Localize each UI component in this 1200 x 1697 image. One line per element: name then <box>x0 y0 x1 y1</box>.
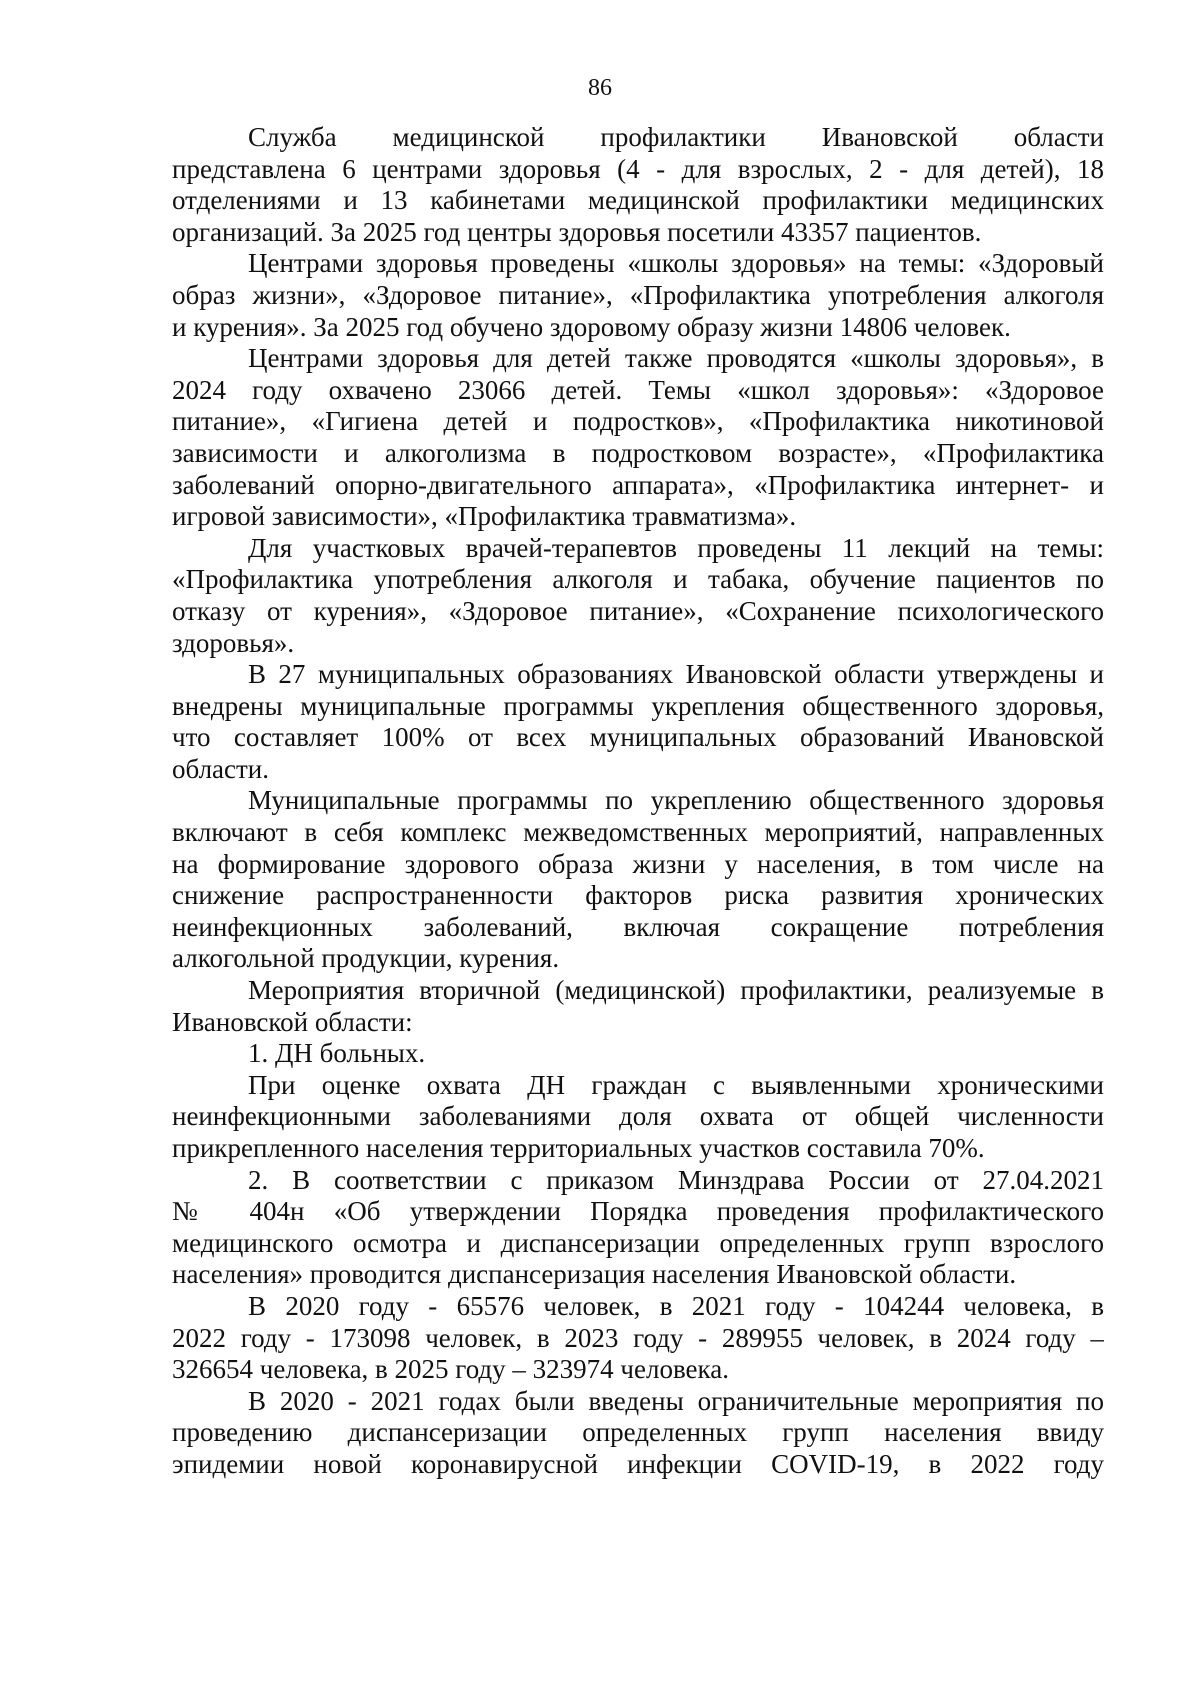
text-line: заболеваний опорно-двигательного аппарата», «Профилактика интернет- и <box>172 469 1104 500</box>
text-line: В 27 муниципальных образованиях Ивановской области утверждены и <box>248 659 1104 690</box>
text-line: 1. ДН больных. <box>248 1038 426 1069</box>
text-line: неинфекционных заболеваний, включая сокращение потребления <box>172 911 1104 942</box>
text-line: В 2020 - 2021 годах были введены ограничительные мероприятия по <box>248 1385 1104 1416</box>
text-line: и курения». За 2025 год обучено здоровому образу жизни 14806 человек. <box>172 311 1011 342</box>
text-line: проведению диспансеризации определенных групп населения ввиду <box>172 1417 1104 1448</box>
text-line: населения» проводится диспансеризация населения Ивановской области. <box>172 1259 1017 1290</box>
text-line: алкогольной продукции, курения. <box>172 943 560 974</box>
text-line: Центрами здоровья для детей также проводятся «школы здоровья», в <box>248 343 1104 374</box>
text-line: 326654 человека, в 2025 году – 323974 человека. <box>172 1354 729 1385</box>
text-line: № 404н «Об утверждении Порядка проведения профилактического <box>172 1196 1104 1227</box>
text-line: 2024 году охвачено 23066 детей. Темы «школ здоровья»: «Здоровое <box>172 374 1104 405</box>
text-line: что составляет 100% от всех муниципальных образований Ивановской <box>172 722 1104 753</box>
text-line: Муниципальные программы по укреплению общественного здоровья <box>248 785 1104 816</box>
text-line: Центрами здоровья проведены «школы здоровья» на темы: «Здоровый <box>248 248 1104 279</box>
text-line: питание», «Гигиена детей и подростков», «Профилактика никотиновой <box>172 406 1104 437</box>
text-line: неинфекционными заболеваниями доля охвата от общей численности <box>172 1101 1104 1132</box>
text-line: представлена 6 центрами здоровья (4 - для взрослых, 2 - для детей), 18 <box>172 153 1104 184</box>
text-line: зависимости и алкоголизма в подростковом возрасте», «Профилактика <box>172 437 1104 468</box>
text-line: 2022 году - 173098 человек, в 2023 году - 289955 человек, в 2024 году – <box>172 1322 1104 1353</box>
text-line: медицинского осмотра и диспансеризации определенных групп взрослого <box>172 1227 1104 1258</box>
text-line: отказу от курения», «Здоровое питание», «Сохранение психологического <box>172 595 1104 626</box>
text-line: эпидемии новой коронавирусной инфекции COVID-19, в 2022 году <box>172 1448 1104 1479</box>
text-line: игровой зависимости», «Профилактика травматизма». <box>172 501 797 532</box>
text-line: на формирование здорового образа жизни у населения, в том числе на <box>172 848 1104 879</box>
text-line: прикрепленного населения территориальных участков составила 70%. <box>172 1133 985 1163</box>
text-line: 2. В соответствии с приказом Минздрава России от 27.04.2021 <box>248 1164 1104 1195</box>
text-line: Ивановской области: <box>172 1006 413 1037</box>
text-line: организаций. За 2025 год центры здоровья посетили 43357 пациентов. <box>172 216 982 247</box>
text-line: «Профилактика употребления алкоголя и табака, обучение пациентов по <box>172 564 1104 595</box>
page-number: 86 <box>588 75 612 101</box>
text-line: снижение распространенности факторов риска развития хронических <box>172 880 1104 911</box>
text-line: При оценке охвата ДН граждан с выявленными хроническими <box>248 1069 1104 1100</box>
text-line: отделениями и 13 кабинетами медицинской профилактики медицинских <box>172 185 1104 216</box>
text-line: здоровья». <box>172 627 295 658</box>
document-body <box>172 122 1104 1481</box>
text-line: Для участковых врачей-терапевтов проведены 11 лекций на темы: <box>248 532 1104 563</box>
text-line: включают в себя комплекс межведомственных мероприятий, направленных <box>172 817 1104 848</box>
text-line: внедрены муниципальные программы укрепления общественного здоровья, <box>172 690 1104 721</box>
text-line: Мероприятия вторичной (медицинской) профилактики, реализуемые в <box>248 975 1104 1006</box>
text-line: образ жизни», «Здоровое питание», «Профилактика употребления алкоголя <box>172 279 1104 310</box>
text-line: Служба медицинской профилактики Ивановской области <box>248 122 1104 152</box>
text-line: области. <box>172 753 270 784</box>
text-line: В 2020 году - 65576 человек, в 2021 году - 104244 человека, в <box>248 1290 1104 1321</box>
